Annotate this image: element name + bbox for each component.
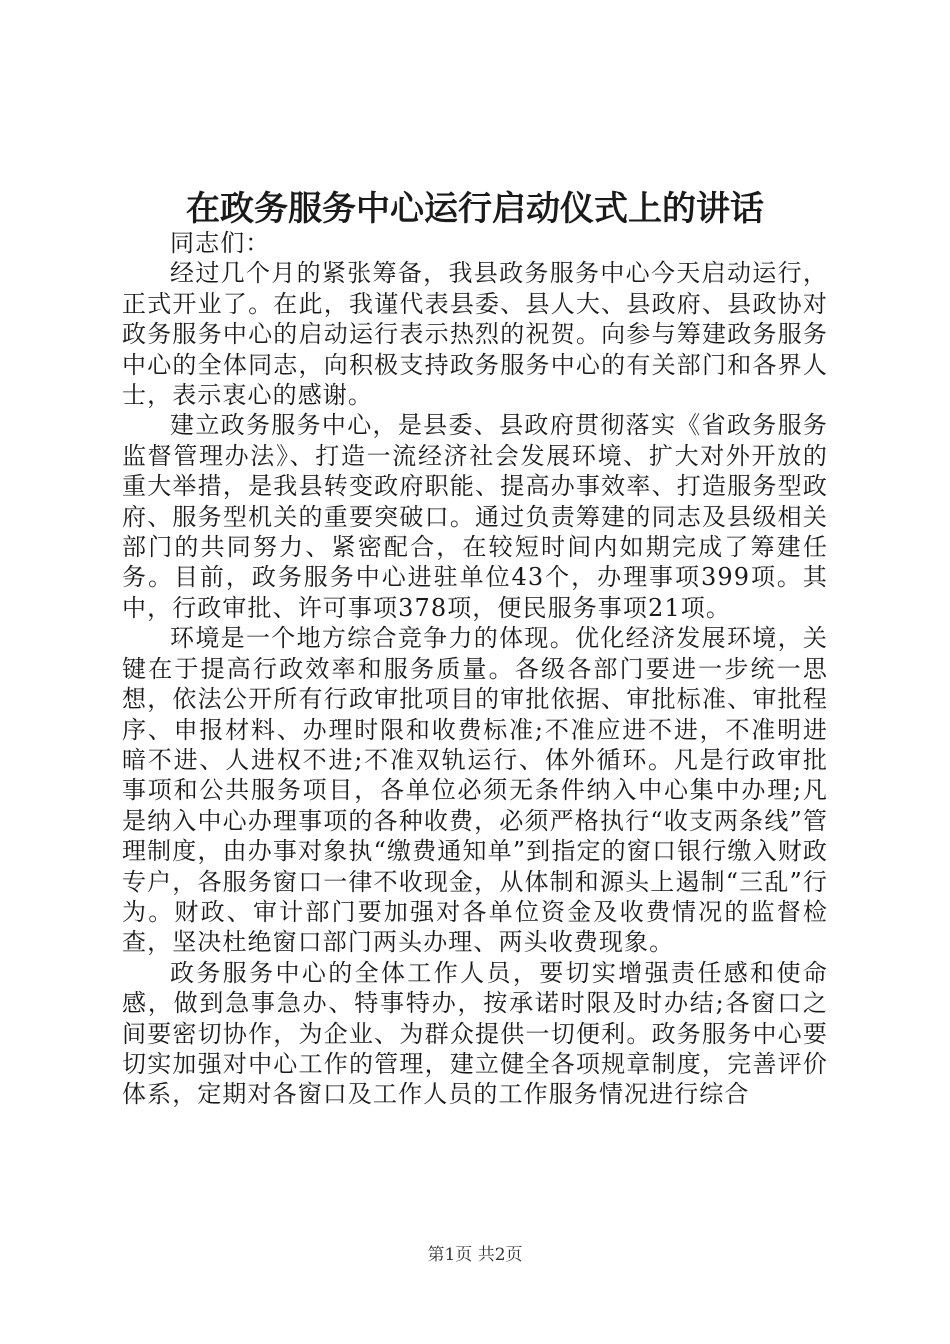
salutation: 同志们： bbox=[170, 229, 271, 257]
document-body bbox=[122, 228, 828, 1110]
document-title: 在政务服务中心运行启动仪式上的讲话 bbox=[186, 189, 764, 229]
paragraph-2: 建立政务服务中心，是县委、县政府贯彻落实《省政务服务监督管理办法》、打造一流经济社会发展环境、扩大对外开放的重大举措，是我县转变政府职能、提高办事效率、打造服务型政府、服务型机关的重要突破口。通过负责筹建的同志及县级相关部门的共同努力、紧密配合，在较短时间内如期完成了筹建任务。目前，政务服务中心进驻单位43个，办理事项399项。其中，行政审批、许可事项378项，便民服务事项21项。 bbox=[122, 411, 828, 622]
paragraph-1: 经过几个月的紧张筹备，我县政务服务中心今天启动运行，正式开业了。在此，我谨代表县委、县人大、县政府、县政协对政务服务中心的启动运行表示热烈的祝贺。向参与筹建政务服务中心的全体同志，向积极支持政务服务中心的有关部门和各界人士，表示衷心的感谢。 bbox=[122, 259, 828, 410]
paragraph-4: 政务服务中心的全体工作人员，要切实增强责任感和使命感，做到急事急办、特事特办，按承诺时限及时办结;各窗口之间要密切协作，为企业、为群众提供一切便利。政务服务中心要切实加强对中心工作的管理，建立健全各项规章制度，完善评价体系，定期对各窗口及工作人员的工作服务情况进行综合 bbox=[122, 958, 828, 1109]
paragraph-3: 环境是一个地方综合竞争力的体现。优化经济发展环境，关键在于提高行政效率和服务质量。各级各部门要进一步统一思想，依法公开所有行政审批项目的审批依据、审批标准、审批程序、申报材料、办理时限和收费标准;不准应进不进，不准明进暗不进、人进权不进;不准双轨运行、体外循环。凡是行政审批事项和公共服务项目，各单位必须无条件纳入中心集中办理;凡是纳入中心办理事项的各种收费，必须严格执行“收支两条线”管理制度，由办事对象执“缴费通知单”到指定的窗口银行缴入财政专户，各服务窗口一律不收现金，从体制和源头上遏制“三乱”行为。财政、审计部门要加强对各单位资金及收费情况的监督检查，坚决杜绝窗口部门两头办理、两头收费现象。 bbox=[122, 624, 828, 957]
page-number-footer: 第1页 共2页 bbox=[427, 1245, 523, 1265]
